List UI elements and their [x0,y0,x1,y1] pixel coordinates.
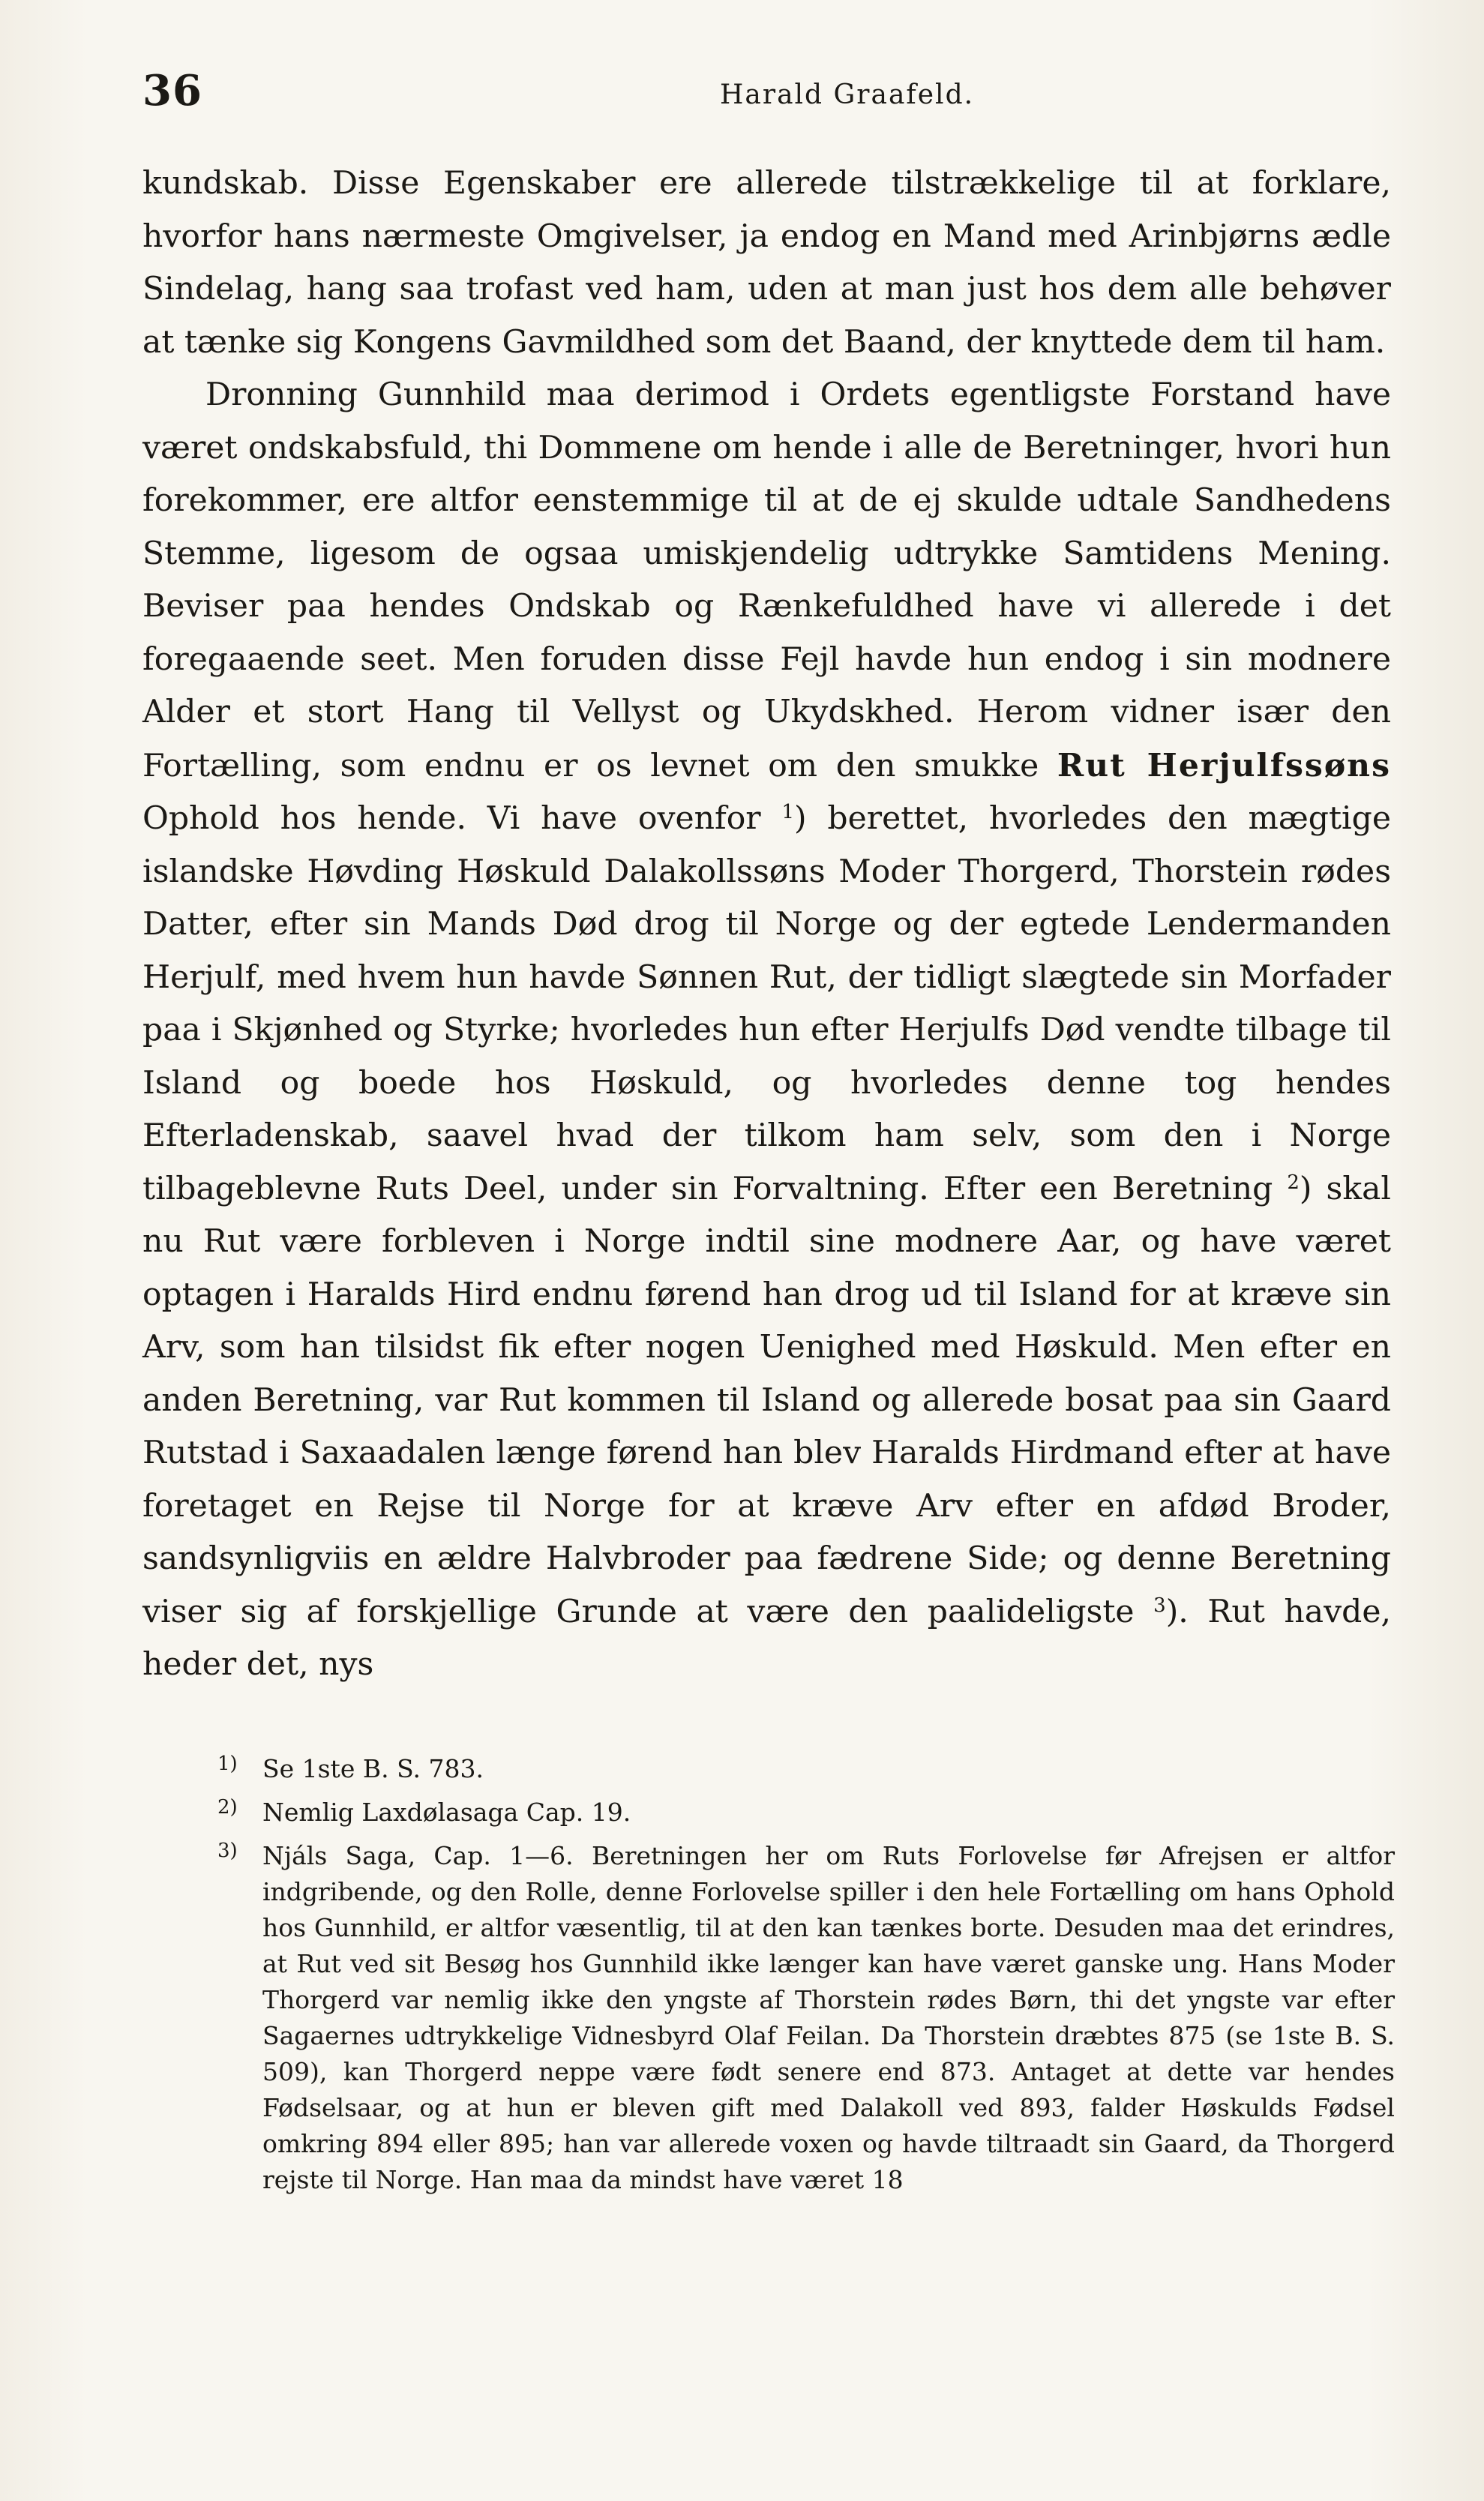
paragraph-2-part-d: ) skal nu Rut være forbleven i Norge indtil sine modnere Aar, og have været optagen i Haralds Hird endnu førend han drog ud til Island for at kræve sin Arv, som han tilsidst fik efter nogen Uenighed med Høskuld. Men efter en anden Beretning, var Rut kommen til Island og allerede bosat paa sin Gaard Rutstad i Saxaadalen længe førend han blev Haralds Hirdmand efter at have foretaget en Rejse til Norge for at kræve Arv efter en afdød Broder, sandsynligviis en ældre Halvbroder paa fædrene Side; og denne Beretning viser sig af forskjellige Grunde at være den paalideligste [142,1170,1392,1630]
footnote-marker: 2) [217,1796,238,1819]
paragraph-2-part-e: ). Rut havde, heder det, nys [142,1593,1391,1683]
footnote-text: Se 1ste B. S. 783. [262,1754,484,1783]
running-head: Harald Graafeld. [720,79,975,110]
footnote-1 [217,1751,1395,1787]
footnote-marker: 1) [217,1753,238,1775]
paragraph-2 [142,369,1391,1692]
person-name-emphasis: Rut Herjulfssøns [1057,746,1392,784]
footnote-3 [217,1838,1395,2198]
footnote-ref-2: 2 [1287,1171,1300,1194]
footnote-marker: 3) [217,1840,238,1862]
body-text [142,157,1391,1692]
footnote-2 [217,1795,1395,1831]
page-header [142,66,1357,126]
footnote-text: Nemlig Laxdølasaga Cap. 19. [262,1798,631,1827]
footnotes [217,1751,1395,2206]
paragraph-2-part-c: ) berettet, hvorledes den mægtige islandske Høvding Høskuld Dalakollssøns Moder Thorgerd, Thorstein rødes Datter, efter sin Mands Død drog til Norge og der egtede Lendermanden Herjulf, med hvem hun havde Sønnen Rut, der tidligt slægtede sin Morfader paa i Skjønhed og Styrke; hvorledes hun efter Herjulfs Død vendte tilbage til Island og boede hos Høskuld, og hvorledes denne tog hendes Efterladenskab, saavel hvad der tilkom ham selv, som den i Norge tilbageblevne Ruts Deel, under sin Forvaltning. Efter een Beretning [142,800,1392,1207]
page-number: 36 [142,66,202,115]
footnote-text: Njáls Saga, Cap. 1—6. Beretningen her om Ruts Forlovelse før Afrejsen er altfor indgribende, og den Rolle, denne Forlovelse spiller i den hele Fortælling om hans Ophold hos Gunnhild, er altfor væsentlig, til at den kan tænkes borte. Desuden maa det erindres, at Rut ved sit Besøg hos Gunnhild ikke længer kan have været ganske ung. Hans Moder Thorgerd var nemlig ikke den yngste af Thorstein rødes Børn, thi det yngste var efter Sagaernes udtrykkelige Vidnesbyrd Olaf Feilan. Da Thorstein dræbtes 875 (se 1ste B. S. 509), kan Thorgerd neppe være født senere end 873. Antaget at dette var hendes Fødselsaar, og at hun er bleven gift med Dalakoll ved 893, falder Høskulds Fødsel omkring 894 eller 895; han var allerede voxen og havde tiltraadt sin Gaard, da Thorgerd rejste til Norge. Han maa da mindst have været 18 [262,1841,1395,2194]
paragraph-1: kundskab. Disse Egenskaber ere allerede tilstrækkelige til at forklare, hvorfor hans nærmeste Omgivelser, ja endog en Mand med Arinbjørns ædle Sindelag, hang saa trofast ved ham, uden at man just hos dem alle behøver at tænke sig Kongens Gavmildhed som det Baand, der knyttede dem til ham. [142,165,1391,361]
paragraph-2-part-b: Ophold hos hende. Vi have ovenfor [142,800,761,837]
footnote-ref-1: 1 [781,801,794,823]
footnote-ref-3: 3 [1153,1594,1166,1617]
paragraph-2-part-a: Dronning Gunnhild maa derimod i Ordets egentligste Forstand have været ondskabsfuld, thi Dommene om hende i alle de Beretninger, hvori hun forekommer, ere altfor eenstemmige til at de ej skulde udtale Sandhedens Stemme, ligesom de ogsaa umiskjendelig udtrykke Samtidens Mening. Beviser paa hendes Ondskab og Rænkefuldhed have vi allerede i det foregaaende seet. Men foruden disse Fejl havde hun endog i sin modnere Alder et stort Hang til Vellyst og Ukydskhed. Herom vidner især den Fortælling, som endnu er os levnet om den smukke [142,376,1391,784]
